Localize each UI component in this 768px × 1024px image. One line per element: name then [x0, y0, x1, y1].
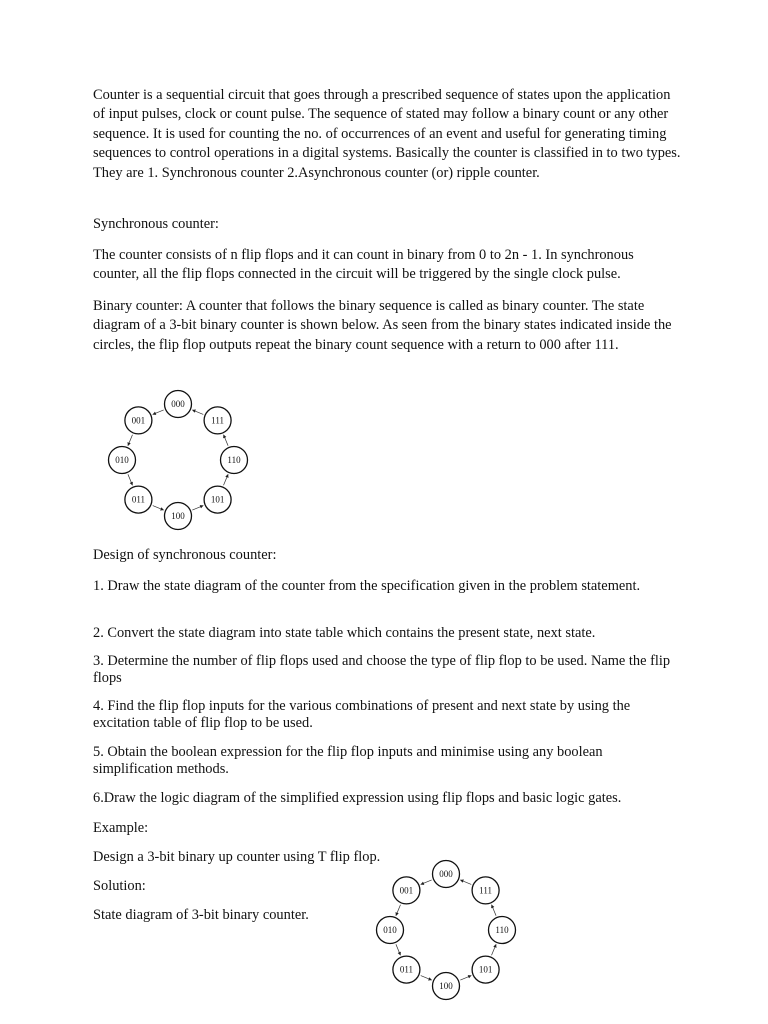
transition-arrow [153, 410, 164, 415]
design-step-3: 3. Determine the number of flip flops used and choose the type of flip flop to be used. Name the flip flops [93, 653, 671, 686]
example-label: Example: [93, 820, 149, 836]
state-label: 011 [399, 964, 413, 975]
example-text: Design a 3-bit binary up counter using T flip flop. [93, 849, 381, 865]
transition-arrow [396, 944, 401, 955]
transition-arrow [460, 880, 471, 885]
transition-arrow [492, 905, 497, 916]
design-step-2: 2. Convert the state diagram into state table which contains the present state, next state. [93, 625, 596, 641]
state-diagram-top [100, 392, 260, 532]
state-node [393, 877, 420, 904]
state-node [165, 503, 192, 530]
state-label: 101 [210, 494, 225, 505]
state-label: 001 [399, 885, 414, 896]
design-step-5: 5. Obtain the boolean expression for the flip flop inputs and minimise using any boolean simplification methods. [93, 744, 603, 777]
transition-arrow [128, 435, 133, 446]
state-label: 110 [227, 455, 241, 465]
state-node [125, 407, 152, 434]
transition-arrow [492, 944, 497, 955]
binary-counter-paragraph: Binary counter: A counter that follows the binary sequence is called as binary counter. The state diagram of a 3-bit binary counter is shown below. As seen from the binary states indicated inside the circles, the flip flop outputs repeat the binary count sequence with a return to 000 after 111. [93, 298, 672, 353]
transition-arrow [192, 410, 203, 415]
state-node [204, 486, 231, 513]
transition-arrow [128, 474, 133, 485]
state-label: 000 [171, 399, 185, 409]
state-node [165, 391, 192, 418]
transition-arrow [421, 880, 432, 885]
state-label: 100 [171, 511, 185, 521]
transition-arrow [153, 506, 164, 511]
intro-paragraph: Counter is a sequential circuit that goes through a prescribed sequence of states upon the application of input pulses, clock or count pulse. The sequence of stated may follow a binary count or any other sequence. It is used for counting the no. of occurrences of an event and useful for generating timing sequences to control operations in a digital systems. Basically the counter is classified in to two types. They are 1. Synchronous counter 2.Asynchronous counter (or) ripple counter. [93, 87, 681, 181]
state-label: 010 [383, 925, 397, 935]
state-node [204, 407, 231, 434]
state-node [109, 447, 136, 474]
transition-arrow [192, 506, 203, 511]
state-node [393, 956, 420, 983]
state-node [433, 861, 460, 888]
transition-arrow [396, 905, 401, 916]
state-label: 110 [495, 925, 509, 935]
transition-arrow [224, 435, 229, 446]
state-node [472, 956, 499, 983]
solution-label: Solution: [93, 878, 146, 894]
synchronous-counter-heading: Synchronous counter: [93, 216, 219, 232]
state-node [489, 917, 516, 944]
state-label: 111 [211, 415, 225, 426]
design-step-1: 1. Draw the state diagram of the counter from the specification given in the problem statement. [93, 578, 641, 594]
state-node [472, 877, 499, 904]
state-node [221, 447, 248, 474]
state-label: 101 [478, 964, 493, 975]
state-node [377, 917, 404, 944]
transition-arrow [224, 474, 229, 485]
state-label: 001 [131, 415, 146, 426]
transition-arrow [460, 976, 471, 981]
design-step-6: 6.Draw the logic diagram of the simplified expression using flip flops and basic logic gates. [93, 790, 622, 806]
state-diagram-bottom [368, 862, 528, 1002]
synchronous-counter-paragraph: The counter consists of n flip flops and it can count in binary from 0 to 2n - 1. In synchronous counter, all the flip flops connected in the circuit will be triggered by the single clock pulse. [93, 247, 634, 283]
state-label: 010 [115, 455, 129, 465]
transition-arrow [421, 976, 432, 981]
design-step-4: 4. Find the flip flop inputs for the various combinations of present and next state by using the excitation table of flip flop to be used. [93, 698, 631, 731]
state-node [125, 486, 152, 513]
state-label: 000 [439, 869, 453, 879]
state-label: 011 [131, 494, 145, 505]
state-diagram-caption: State diagram of 3-bit binary counter. [93, 907, 309, 923]
state-label: 111 [479, 885, 493, 896]
design-heading: Design of synchronous counter: [93, 547, 277, 563]
state-label: 100 [439, 981, 453, 991]
state-node [433, 973, 460, 1000]
